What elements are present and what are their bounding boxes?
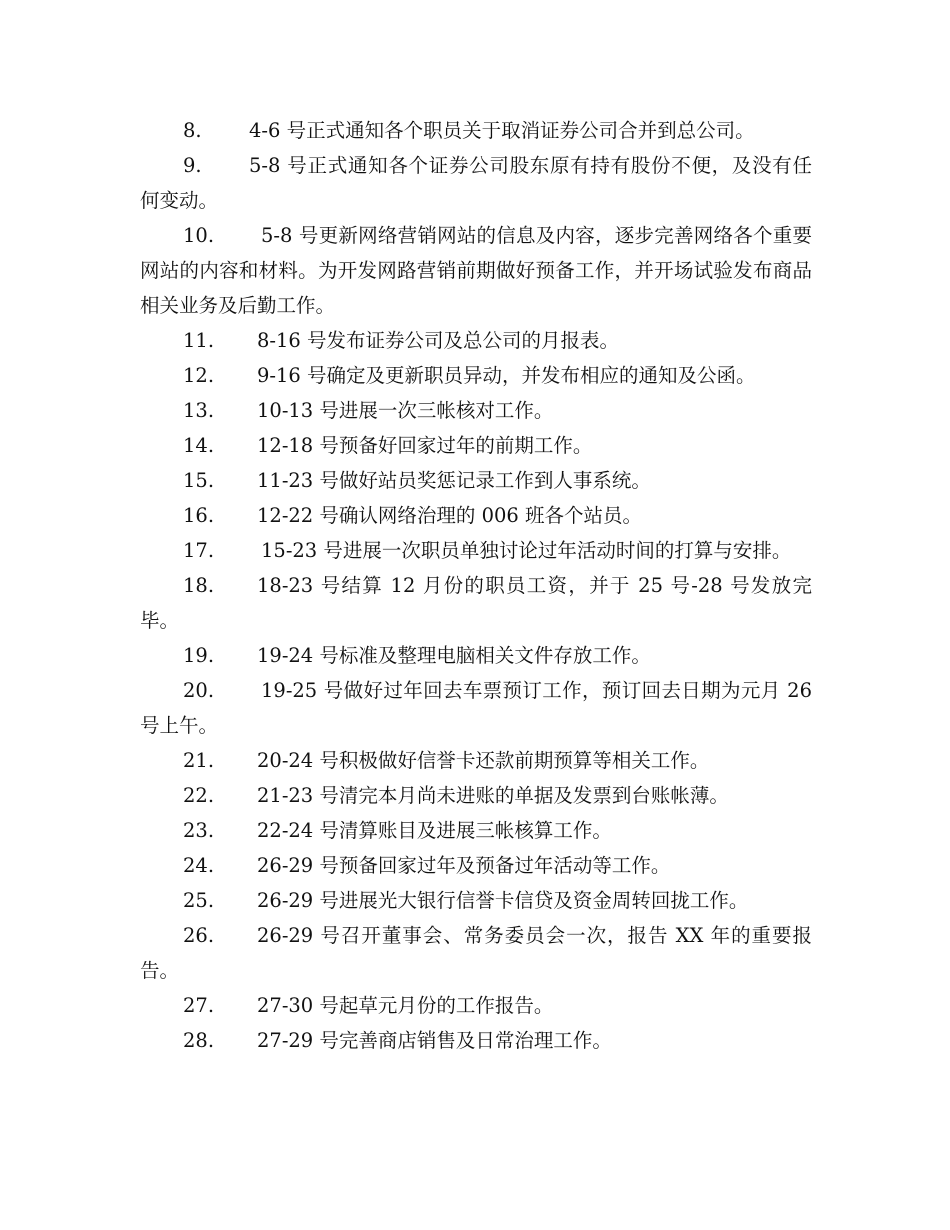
list-item [140, 568, 812, 638]
list-item [140, 1023, 812, 1058]
item-text: 26-29 号预备回家过年及预备过年活动等工作。 [257, 854, 671, 877]
list-item [140, 463, 812, 498]
item-number: 21. [183, 749, 215, 772]
item-text: 26-29 号召开董事会、常务委员会一次，报告 XX 年的重要报告。 [140, 924, 812, 982]
item-number: 11. [183, 329, 215, 352]
item-text: 10-13 号进展一次三帐核对工作。 [257, 399, 554, 422]
item-text: 22-24 号清算账目及进展三帐核算工作。 [257, 819, 612, 842]
document-body [140, 113, 812, 1058]
list-item [140, 673, 812, 743]
item-text: 26-29 号进展光大银行信誉卡信贷及资金周转回拢工作。 [257, 889, 749, 912]
item-text: 5-8 号正式通知各个证券公司股东原有持有股份不便，及没有任何变动。 [140, 154, 812, 212]
item-text: 20-24 号积极做好信誉卡还款前期预算等相关工作。 [257, 749, 710, 772]
item-number: 25. [183, 889, 215, 912]
item-number: 10. [183, 224, 215, 247]
item-number: 12. [183, 364, 215, 387]
item-text: 11-23 号做好站员奖惩记录工作到人事系统。 [257, 469, 651, 492]
list-item [140, 778, 812, 813]
item-number: 20. [183, 679, 215, 702]
list-item [140, 848, 812, 883]
list-item [140, 428, 812, 463]
item-text: 5-8 号更新网络营销网站的信息及内容，逐步完善网络各个重要网站的内容和材料。为开发网路营销前期做好预备工作，并开场试验发布商品相关业务及后勤工作。 [140, 224, 812, 317]
list-item [140, 883, 812, 918]
item-number: 22. [183, 784, 215, 807]
list-item [140, 813, 812, 848]
list-item [140, 918, 812, 988]
item-number: 26. [183, 924, 215, 947]
list-item [140, 218, 812, 323]
item-number: 28. [183, 1029, 215, 1052]
item-number: 17. [183, 539, 215, 562]
item-text: 19-25 号做好过年回去车票预订工作，预订回去日期为元月 26 号上午。 [140, 679, 812, 737]
item-text: 8-16 号发布证券公司及总公司的月报表。 [257, 329, 620, 352]
item-number: 13. [183, 399, 215, 422]
list-item [140, 743, 812, 778]
item-text: 4-6 号正式通知各个职员关于取消证券公司合并到总公司。 [249, 119, 755, 142]
list-item [140, 113, 812, 148]
item-text: 15-23 号进展一次职员单独讨论过年活动时间的打算与安排。 [261, 539, 792, 562]
list-item [140, 358, 812, 393]
list-item [140, 988, 812, 1023]
item-text: 19-24 号标准及整理电脑相关文件存放工作。 [257, 644, 651, 667]
list-item [140, 498, 812, 533]
item-text: 12-18 号预备好回家过年的前期工作。 [257, 434, 593, 457]
item-text: 27-29 号完善商店销售及日常治理工作。 [257, 1029, 612, 1052]
item-number: 24. [183, 854, 215, 877]
item-text: 9-16 号确定及更新职员异动，并发布相应的通知及公函。 [257, 364, 756, 387]
item-number: 16. [183, 504, 215, 527]
item-number: 14. [183, 434, 215, 457]
item-number: 19. [183, 644, 215, 667]
item-number: 27. [183, 994, 215, 1017]
item-number: 23. [183, 819, 215, 842]
item-number: 15. [183, 469, 215, 492]
item-text: 18-23 号结算 12 月份的职员工资，并于 25 号-28 号发放完毕。 [140, 574, 812, 632]
list-item [140, 323, 812, 358]
item-text: 12-22 号确认网络治理的 006 班各个站员。 [257, 504, 643, 527]
item-number: 8. [183, 119, 202, 142]
list-item [140, 533, 812, 568]
item-number: 9. [183, 154, 202, 177]
item-text: 21-23 号清完本月尚未进账的单据及发票到台账帐薄。 [257, 784, 729, 807]
list-item [140, 393, 812, 428]
list-item [140, 638, 812, 673]
list-item [140, 148, 812, 218]
item-number: 18. [183, 574, 215, 597]
item-text: 27-30 号起草元月份的工作报告。 [257, 994, 554, 1017]
